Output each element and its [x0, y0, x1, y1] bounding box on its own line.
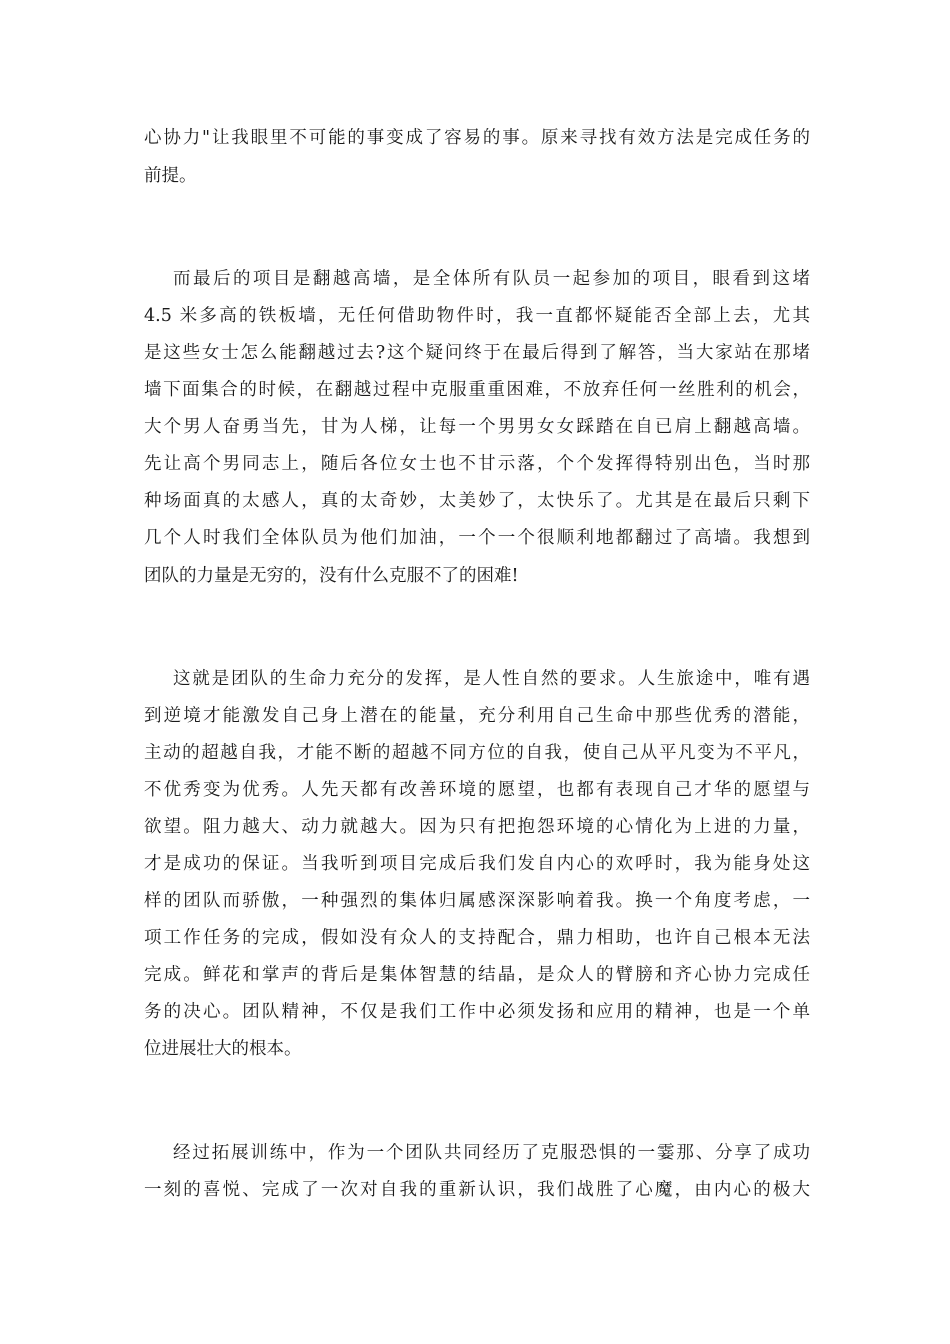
paragraph-1-line-2: 前提。	[144, 166, 197, 186]
paragraph-3-line-4: 不优秀变为优秀。人先天都有改善环境的愿望，也都有表现自己才华的愿望与	[144, 780, 810, 800]
paragraph-2-line-9: 团队的力量是无穷的，没有什么克服不了的困难!	[144, 566, 519, 586]
paragraph-3-line-11: 位进展壮大的根本。	[144, 1039, 302, 1059]
paragraph-2-line-4: 墙下面集合的时候，在翻越过程中克服重重困难，不放弃任何一丝胜利的机会，	[144, 380, 810, 400]
paragraph-3-line-10: 务的决心。团队精神，不仅是我们工作中必须发扬和应用的精神，也是一个单	[144, 1002, 810, 1022]
paragraph-3-line-7: 样的团队而骄傲，一种强烈的集体归属感深深影响着我。换一个角度考虑，一	[144, 891, 810, 911]
paragraph-1-line-1: 心协力"让我眼里不可能的事变成了容易的事。原来寻找有效方法是完成任务的	[144, 128, 810, 148]
paragraph-2-line-6: 先让高个男同志上，随后各位女士也不甘示落，个个发挥得特别出色，当时那	[144, 454, 810, 474]
paragraph-4-line-1: 经过拓展训练中，作为一个团队共同经历了克服恐惧的一霎那、分享了成功	[173, 1143, 810, 1163]
paragraph-2-line-1: 而最后的项目是翻越高墙，是全体所有队员一起参加的项目，眼看到这堵	[173, 269, 810, 289]
paragraph-3-line-2: 到逆境才能激发自己身上潜在的能量，充分利用自己生命中那些优秀的潜能，	[144, 706, 810, 726]
paragraph-3-line-5: 欲望。阻力越大、动力就越大。因为只有把抱怨环境的心情化为上进的力量，	[144, 817, 810, 837]
paragraph-2-line-3: 是这些女士怎么能翻越过去?这个疑问终于在最后得到了解答，当大家站在那堵	[144, 343, 810, 363]
paragraph-2-line-5: 大个男人奋勇当先，甘为人梯，让每一个男男女女踩踏在自已肩上翻越高墙。	[144, 417, 810, 437]
paragraph-3-line-8: 项工作任务的完成，假如没有众人的支持配合，鼎力相助，也许自己根本无法	[144, 928, 810, 948]
paragraph-2-line-8: 几个人时我们全体队员为他们加油，一个一个很顺利地都翻过了高墙。我想到	[144, 528, 810, 548]
paragraph-2-line-7: 种场面真的太感人，真的太奇妙，太美妙了，太快乐了。尤其是在最后只剩下	[144, 491, 810, 511]
paragraph-4-line-2: 一刻的喜悦、完成了一次对自我的重新认识，我们战胜了心魔，由内心的极大	[144, 1180, 810, 1200]
paragraph-3-line-6: 才是成功的保证。当我听到项目完成后我们发自内心的欢呼时，我为能身处这	[144, 854, 810, 874]
paragraph-3-line-9: 完成。鲜花和掌声的背后是集体智慧的结晶，是众人的臂膀和齐心协力完成任	[144, 965, 810, 985]
paragraph-2-line-2: 4.5 米多高的铁板墙，无任何借助物件时，我一直都怀疑能否全部上去，尤其	[144, 306, 810, 326]
paragraph-3-line-1: 这就是团队的生命力充分的发挥，是人性自然的要求。人生旅途中，唯有遇	[173, 669, 810, 689]
paragraph-3-line-3: 主动的超越自我，才能不断的超越不同方位的自我，使自己从平凡变为不平凡，	[144, 743, 810, 763]
